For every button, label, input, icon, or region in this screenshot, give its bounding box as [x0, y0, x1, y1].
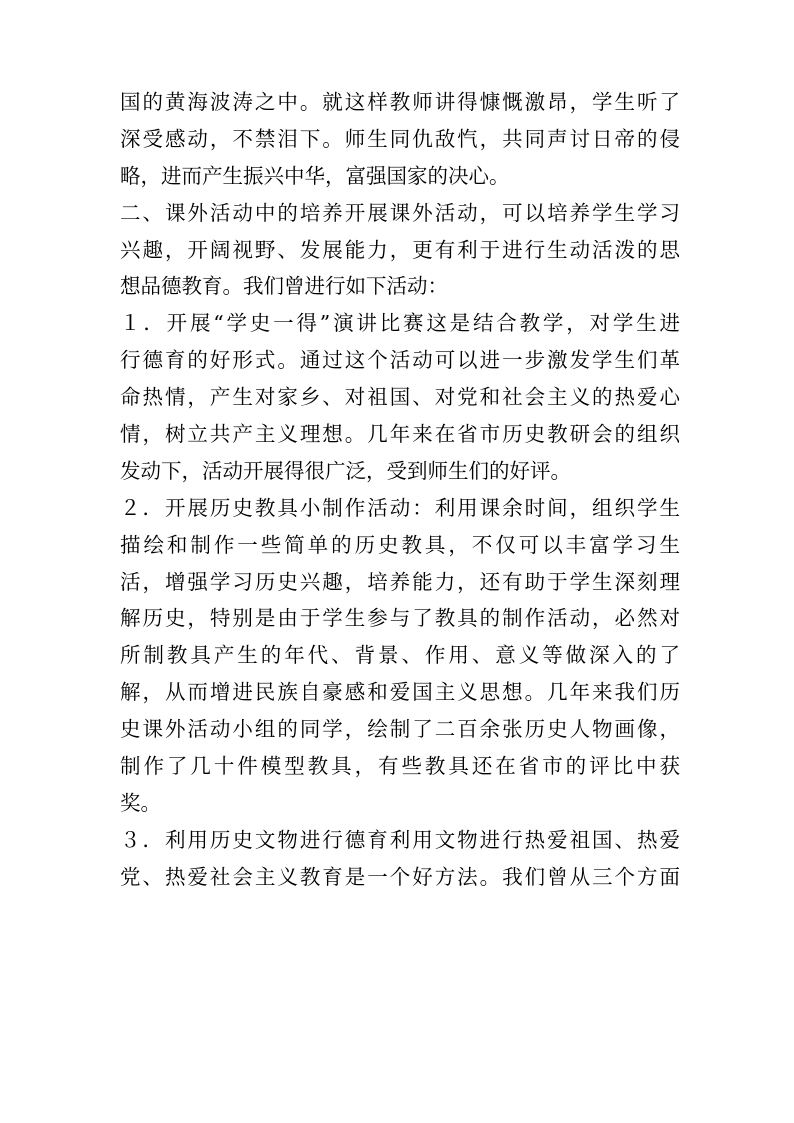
text-line: 制作了几十件模型教具，有些教具还在省市的评比中获 [120, 754, 680, 779]
text-line: ３．利用历史文物进行德育利用文物进行热爱祖国、热爱 [120, 827, 680, 852]
paragraph [120, 84, 680, 195]
text-line: 兴趣，开阔视野、发展能力，更有利于进行生动活泼的思 [120, 237, 680, 262]
text-line: 奖。 [120, 790, 161, 815]
text-line: 活，增强学习历史兴趣，培养能力，还有助于学生深刻理 [120, 569, 680, 594]
text-line: 党、热爱社会主义教育是一个好方法。我们曾从三个方面 [120, 864, 680, 889]
paragraph [120, 490, 680, 822]
paragraph [120, 822, 680, 896]
text-line: 史课外活动小组的同学，绘制了二百余张历史人物画像， [120, 717, 680, 742]
text-line: 想品德教育。我们曾进行如下活动： [120, 274, 448, 299]
text-line: 解历史，特别是由于学生参与了教具的制作活动，必然对 [120, 606, 680, 631]
text-line: ２．开展历史教具小制作活动：利用课余时间，组织学生 [120, 495, 680, 520]
text-line: 所制教具产生的年代、背景、作用、意义等做深入的了 [120, 643, 680, 668]
paragraph [120, 195, 680, 306]
text-line: 解，从而增进民族自豪感和爱国主义思想。几年来我们历 [120, 680, 680, 705]
text-line: 行德育的好形式。通过这个活动可以进一步激发学生们革 [120, 348, 680, 373]
text-line: 略，进而产生振兴中华，富强国家的决心。 [120, 163, 510, 188]
text-line: 二、课外活动中的培养开展课外活动，可以培养学生学习 [120, 200, 680, 225]
text-line: 深受感动，不禁泪下。师生同仇敌忾，共同声讨日帝的侵 [120, 126, 680, 151]
text-line: 国的黄海波涛之中。就这样教师讲得慷慨激昂，学生听了 [120, 90, 680, 114]
text-line: 发动下，活动开展得很广泛，受到师生们的好评。 [120, 458, 571, 483]
body-text [120, 84, 680, 896]
text-line: 情，树立共产主义理想。几年来在省市历史教研会的组织 [120, 422, 680, 447]
text-line: 描绘和制作一些简单的历史教具，不仅可以丰富学习生 [120, 532, 680, 557]
paragraph [120, 305, 680, 489]
text-line: １．开展“学史一得”演讲比赛这是结合教学，对学生进 [120, 311, 680, 336]
text-line: 命热情，产生对家乡、对祖国、对党和社会主义的热爱心 [120, 385, 680, 410]
